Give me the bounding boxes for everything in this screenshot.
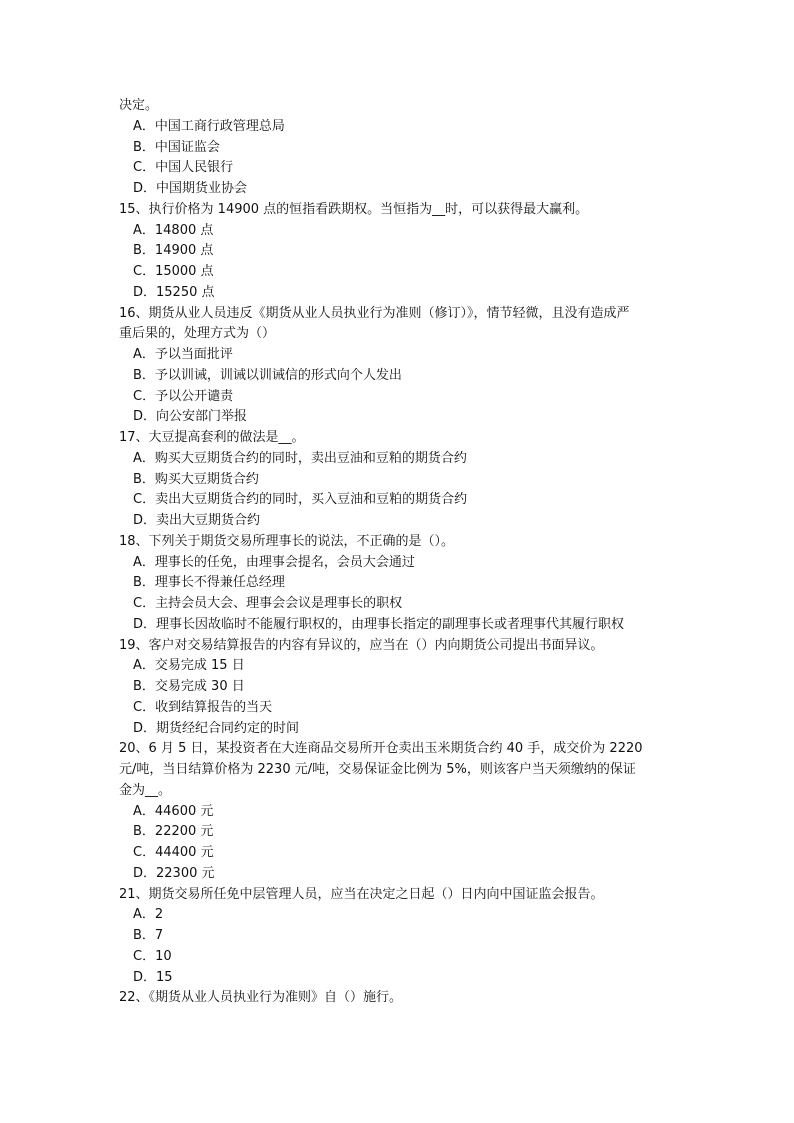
option-c: C．予以公开谴责 [133,388,234,404]
option-a: A．予以当面批评 [133,347,233,362]
option-a: A．中国工商行政管理总局 [133,118,285,134]
option-d: D．卖出大豆期货合约 [133,513,261,528]
option-b: B．购买大豆期货合约 [133,471,259,487]
question-text-cont: 重后果的，处理方式为（） [119,326,276,342]
question-19 [119,636,679,740]
option-d: D．中国期货业协会 [133,181,248,196]
option-a: A．2 [133,907,164,923]
option-b: B．22200 元 [133,824,214,840]
option-a: A．44600 元 [133,803,214,819]
option-c: C．收到结算报告的当天 [133,699,273,715]
option-d: D．15 [133,969,173,985]
option-d: D．理事长因故临时不能履行职权的，由理事长指定的副理事长或者理事代其履行职权 [133,616,625,632]
question-text-cont: 金为__。 [119,782,172,798]
question-text: 22、《期货从业人员执业行为准则》自（）施行。 [119,990,403,1006]
option-b: B．交易完成 30 日 [133,679,245,694]
option-b: B．予以训诫，训诫以训诫信的形式向个人发出 [133,367,402,383]
question-15 [119,200,679,304]
document-page [119,96,679,1009]
option-c: C．10 [133,948,172,964]
option-d: D．15250 点 [133,284,215,300]
question-text: 19、客户对交易结算报告的内容有异议的，应当在（）内向期货公司提出书面异议。 [119,637,604,653]
option-b: B．14900 点 [133,243,214,259]
option-a: A．购买大豆期货合约的同时，卖出豆油和豆粕的期货合约 [133,450,467,466]
option-c: C．卖出大豆期货合约的同时，买入豆油和豆粕的期货合约 [133,492,468,508]
option-a: A．14800 点 [133,222,214,238]
option-c: C．主持会员大会、理事会会议是理事长的职权 [133,596,403,611]
option-c: C．44400 元 [133,845,214,860]
question-text: 21、期货交易所任免中层管理人员，应当在决定之日起（）日内向中国证监会报告。 [119,886,604,902]
option-b: B．7 [133,928,164,943]
option-a: A．理事长的任免，由理事会提名，会员大会通过 [133,554,415,570]
question-text: 20、6 月 5 日，某投资者在大连商品交易所开仓卖出玉米期货合约 40 手，成交价为 2220 [119,741,643,757]
option-b: B．中国证监会 [133,139,220,155]
option-d: D．22300 元 [133,865,215,881]
question-text-cont: 元/吨，当日结算价格为 2230 元/吨，交易保证金比例为 5%，则该客户当天须缴纳的保证 [119,762,636,777]
question-text: 15、执行价格为 14900 点的恒指看跌期权。当恒指为__时，可以获得最大赢利。 [119,201,589,217]
option-d: D．期货经纪合同约定的时间 [133,720,300,736]
option-d: D．向公安部门举报 [133,409,248,425]
option-c: C．中国人民银行 [133,160,234,176]
question-18 [119,532,679,636]
question-17 [119,428,679,532]
question-21 [119,885,679,989]
question-22 [119,988,679,1009]
question-text: 16、期货从业人员违反《期货从业人员执业行为准则（修订）》，情节轻微，且没有造成严 [119,305,630,321]
option-a: A．交易完成 15 日 [133,658,245,674]
question-continuation: 决定。 [119,98,159,113]
question-text: 17、大豆提高套利的做法是__。 [119,430,305,445]
option-c: C．15000 点 [133,264,214,279]
question-text: 18、下列关于期货交易所理事长的说法，不正确的是（）。 [119,533,455,549]
question-16 [119,304,679,429]
option-b: B．理事长不得兼任总经理 [133,575,285,591]
question-20 [119,739,679,884]
